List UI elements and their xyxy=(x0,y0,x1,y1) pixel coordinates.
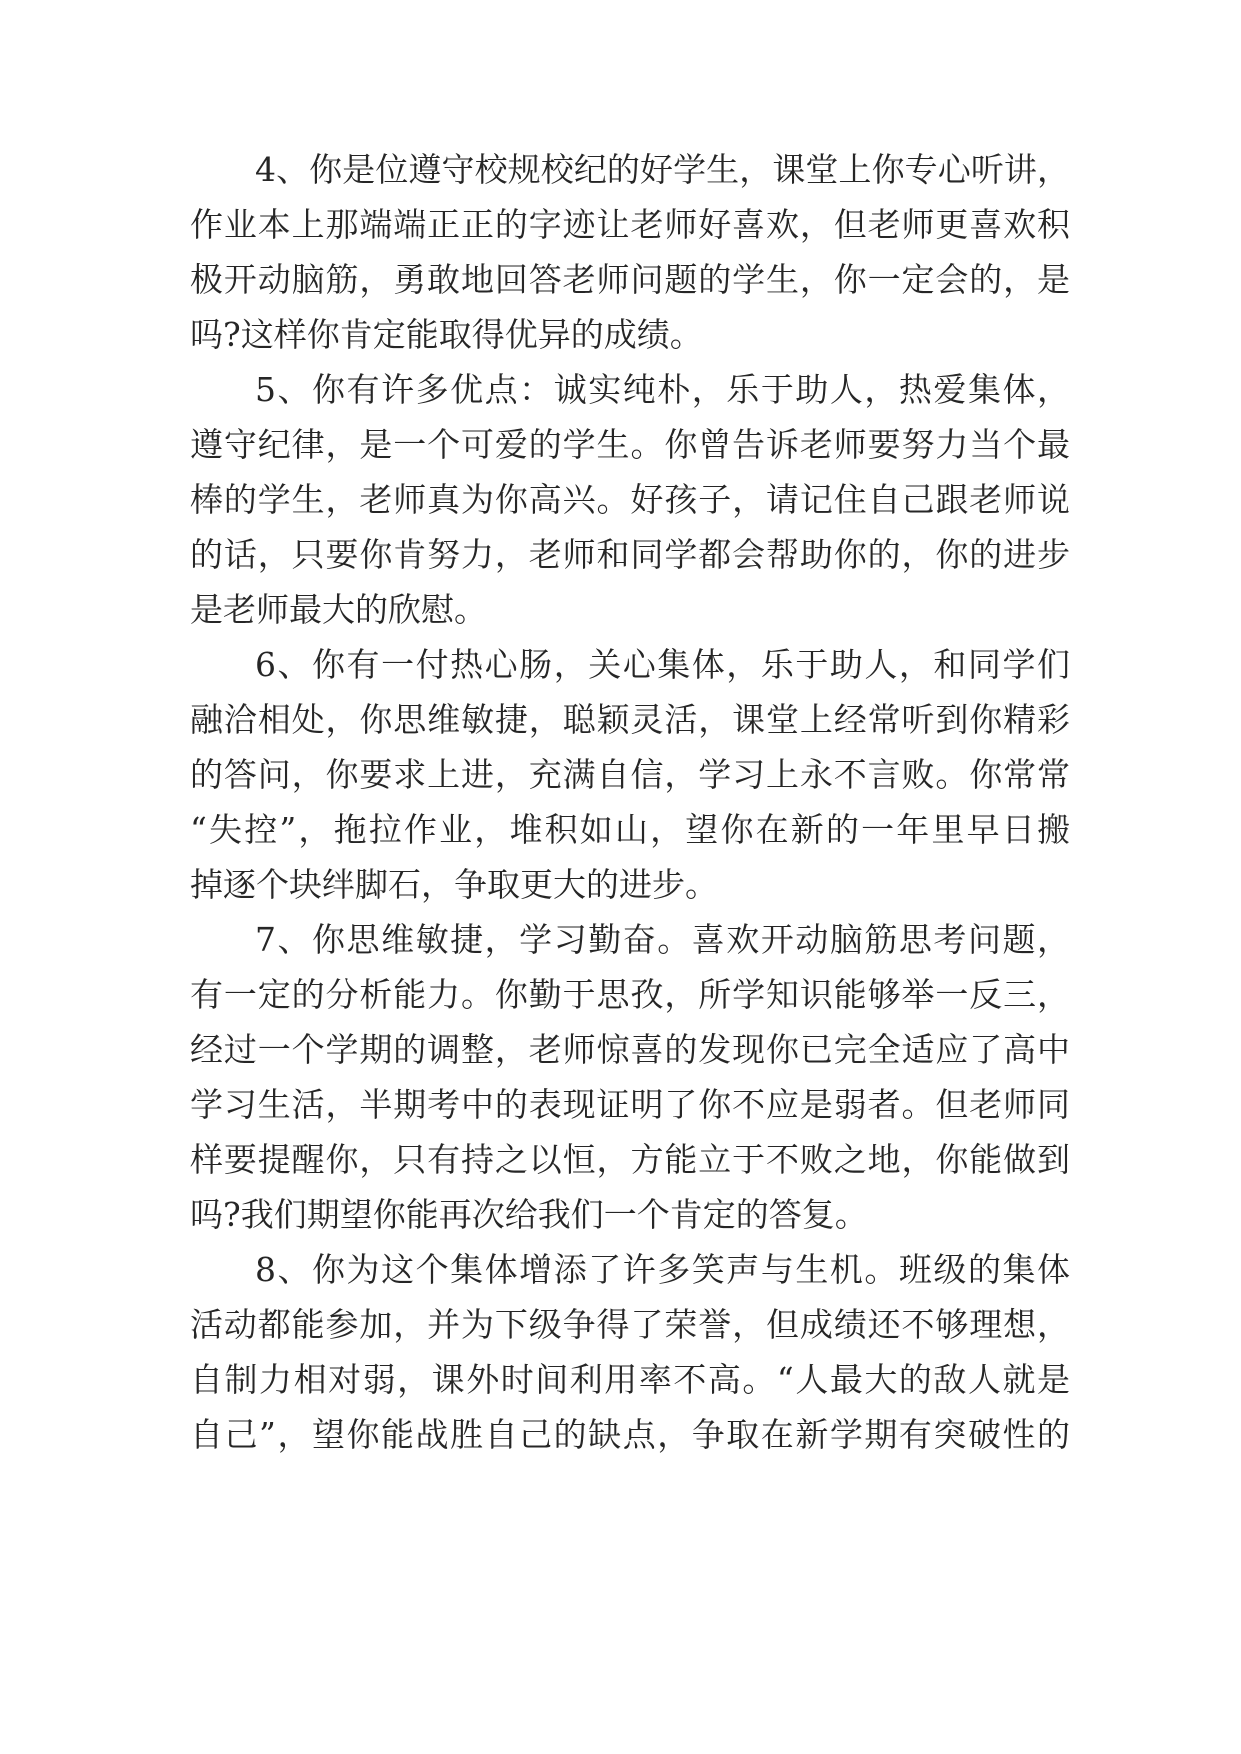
paragraph-8-line-3: 自制力相对弱，课外时间利用率不高。“人最大的敌人就是 xyxy=(190,1360,1070,1399)
paragraph-4-line-3: 极开动脑筋，勇敢地回答老师问题的学生，你一定会的，是 xyxy=(190,260,1070,299)
paragraph-5-line-2: 遵守纪律，是一个可爱的学生。你曾告诉老师要努力当个最 xyxy=(190,425,1070,464)
paragraph-6-line-5: 掉逐个块绊脚石，争取更大的进步。 xyxy=(190,865,718,904)
paragraph-7-line-1: 7、你思维敏捷，学习勤奋。喜欢开动脑筋思考问题， xyxy=(255,920,1070,959)
paragraph-7-line-5: 样要提醒你，只有持之以恒，方能立于不败之地，你能做到 xyxy=(190,1140,1070,1179)
paragraph-7-line-6: 吗?我们期望你能再次给我们一个肯定的答复。 xyxy=(190,1195,868,1234)
paragraph-6-line-3: 的答问，你要求上进，充满自信，学习上永不言败。你常常 xyxy=(190,755,1070,794)
paragraph-4-line-4: 吗?这样你肯定能取得优异的成绩。 xyxy=(190,315,703,354)
paragraph-7-line-2: 有一定的分析能力。你勤于思孜，所学知识能够举一反三， xyxy=(190,975,1070,1014)
paragraph-8-line-4: 自己”，望你能战胜自己的缺点，争取在新学期有突破性的 xyxy=(190,1415,1070,1454)
paragraph-6-line-4: “失控”，拖拉作业，堆积如山，望你在新的一年里早日搬 xyxy=(190,810,1070,849)
paragraph-6-line-1: 6、你有一付热心肠，关心集体，乐于助人，和同学们 xyxy=(255,645,1070,684)
paragraph-5-line-3: 棒的学生，老师真为你高兴。好孩子，请记住自己跟老师说 xyxy=(190,480,1070,519)
paragraph-6-line-2: 融洽相处，你思维敏捷，聪颖灵活，课堂上经常听到你精彩 xyxy=(190,700,1070,739)
paragraph-5-line-5: 是老师最大的欣慰。 xyxy=(190,590,487,629)
paragraph-5-line-1: 5、你有许多优点：诚实纯朴，乐于助人，热爱集体， xyxy=(255,370,1070,409)
paragraph-4-line-1: 4、你是位遵守校规校纪的好学生，课堂上你专心听讲， xyxy=(255,150,1070,189)
paragraph-7-line-4: 学习生活，半期考中的表现证明了你不应是弱者。但老师同 xyxy=(190,1085,1070,1124)
paragraph-8-line-1: 8、你为这个集体增添了许多笑声与生机。班级的集体 xyxy=(255,1250,1070,1289)
paragraph-5-line-4: 的话，只要你肯努力，老师和同学都会帮助你的，你的进步 xyxy=(190,535,1070,574)
paragraph-8-line-2: 活动都能参加，并为下级争得了荣誉，但成绩还不够理想， xyxy=(190,1305,1070,1344)
paragraph-4-line-2: 作业本上那端端正正的字迹让老师好喜欢，但老师更喜欢积 xyxy=(190,205,1070,244)
paragraph-7-line-3: 经过一个学期的调整，老师惊喜的发现你已完全适应了高中 xyxy=(190,1030,1070,1069)
